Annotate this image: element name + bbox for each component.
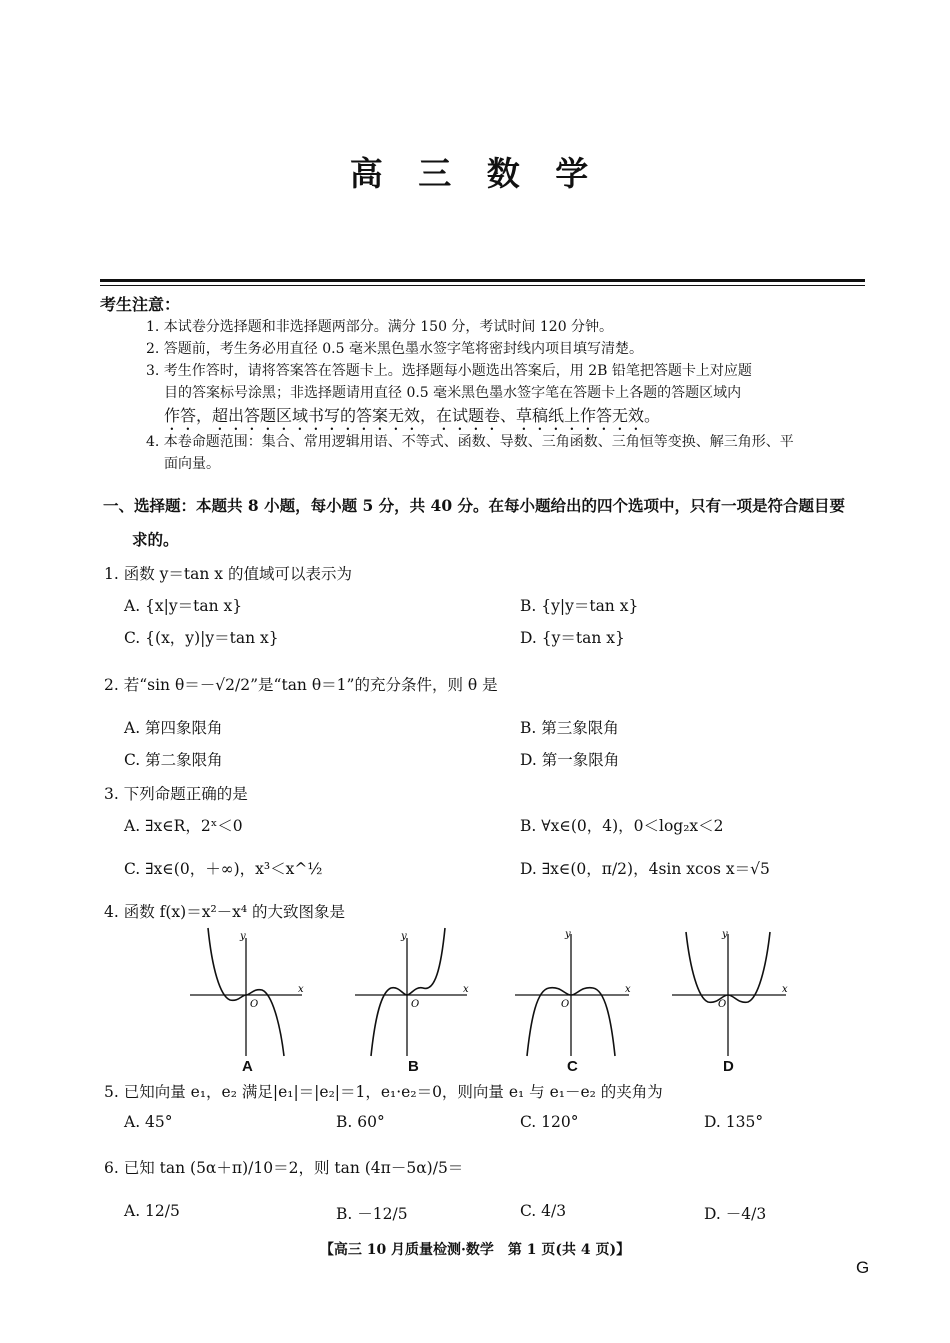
q4-graph-c bbox=[515, 928, 635, 1058]
notice-item-3-emphasis: 作答，超出答题区域书写的答案无效，在试题卷、草稿纸上作答无效。 bbox=[164, 406, 661, 425]
q6-stem: 6. 已知 tan (5α＋π)/10＝2，则 tan (4π－5α)/5＝ bbox=[104, 1159, 464, 1177]
q6-option-d: D. －4/3 bbox=[704, 1205, 767, 1223]
q2-option-d: D. 第一象限角 bbox=[520, 751, 620, 769]
q6-option-c: C. 4/3 bbox=[520, 1202, 567, 1220]
notice-item-1: 1. 本试卷分选择题和非选择题两部分。满分 150 分，考试时间 120 分钟。 bbox=[146, 319, 614, 335]
q4-graph-d-label: D bbox=[723, 1058, 734, 1075]
q3-option-a: A. ∃x∈R，2ˣ＜0 bbox=[124, 817, 243, 835]
q2-option-a: A. 第四象限角 bbox=[124, 719, 223, 737]
notice-item-3: 3. 考生作答时，请将答案答在答题卡上。选择题每小题选出答案后，用 2B 铅笔把答题卡上对应题 bbox=[146, 363, 752, 379]
q6-option-b: B. －12/5 bbox=[336, 1205, 408, 1223]
q5-option-d: D. 135° bbox=[704, 1113, 764, 1131]
q4-graph-b-label: B bbox=[408, 1058, 419, 1075]
q5-option-a: A. 45° bbox=[124, 1113, 173, 1131]
q1-option-c: C. {(x，y)|y＝tan x} bbox=[124, 629, 279, 647]
q4-graph-b bbox=[355, 928, 475, 1058]
q4-graph-b-origin: O bbox=[411, 999, 420, 1010]
q4-graph-b-curve bbox=[371, 928, 445, 1056]
q4-graph-d-origin: O bbox=[718, 999, 727, 1010]
q5-option-b: B. 60° bbox=[336, 1113, 385, 1131]
corner-mark: G bbox=[856, 1258, 870, 1277]
header-rule-thick bbox=[100, 279, 865, 282]
q4-graph-c-x-label: x bbox=[625, 984, 631, 995]
q4-graph-a-label: A bbox=[242, 1058, 253, 1075]
section-heading: 一、选择题：本题共 8 小题，每小题 5 分，共 40 分。在每小题给出的四个选项中，只有一项是符合题目要 bbox=[103, 496, 846, 515]
q1-stem: 1. 函数 y＝tan x 的值域可以表示为 bbox=[104, 565, 352, 583]
q1-option-d: D. {y＝tan x} bbox=[520, 629, 625, 647]
q4-graph-d-y-label: y bbox=[722, 929, 728, 940]
q4-graph-b-y-label: y bbox=[401, 931, 407, 942]
q2-option-b: B. 第三象限角 bbox=[520, 719, 619, 737]
q2-stem: 2. 若“sin θ＝－√2/2”是“tan θ＝1”的充分条件，则 θ 是 bbox=[104, 676, 498, 694]
q4-graph-c-label: C bbox=[567, 1058, 578, 1075]
q4-stem: 4. 函数 f(x)＝x²－x⁴ 的大致图象是 bbox=[104, 903, 346, 921]
header-rule-thin bbox=[100, 285, 865, 286]
notice-item-4: 4. 本卷命题范围：集合、常用逻辑用语、不等式、函数、导数、三角函数、三角恒等变换、解三角形、平 bbox=[146, 434, 794, 450]
q4-graph-a-origin: O bbox=[250, 999, 259, 1010]
q4-graph-d bbox=[672, 928, 792, 1058]
notice-item-4-cont: 面向量。 bbox=[164, 456, 220, 472]
q4-graph-a bbox=[190, 928, 310, 1058]
q4-graph-c-y-label: y bbox=[565, 929, 571, 940]
q4-graph-b-x-label: x bbox=[463, 984, 469, 995]
notice-heading: 考生注意： bbox=[100, 295, 181, 314]
q1-option-a: A. {x|y＝tan x} bbox=[124, 597, 243, 615]
q5-option-c: C. 120° bbox=[520, 1113, 579, 1131]
notice-item-2: 2. 答题前，考生务必用直径 0.5 毫米黑色墨水签字笔将密封线内项目填写清楚。 bbox=[146, 341, 643, 357]
q3-option-c: C. ∃x∈(0，＋∞)，x³＜x^½ bbox=[124, 860, 323, 878]
q3-stem: 3. 下列命题正确的是 bbox=[104, 785, 248, 803]
q3-option-d: D. ∃x∈(0，π/2)，4sin xcos x＝√5 bbox=[520, 860, 770, 878]
q5-stem: 5. 已知向量 e₁，e₂ 满足|e₁|＝|e₂|＝1，e₁·e₂＝0，则向量 e₁ 与 e₁－e₂ 的夹角为 bbox=[104, 1083, 663, 1101]
q4-graph-a-y-label: y bbox=[240, 931, 246, 942]
q2-option-c: C. 第二象限角 bbox=[124, 751, 223, 769]
section-heading-cont: 求的。 bbox=[132, 530, 179, 549]
page-footer: 【高三 10 月质量检测·数学 第 1 页(共 4 页)】 bbox=[319, 1242, 631, 1258]
q4-graph-d-x-label: x bbox=[782, 984, 788, 995]
notice-item-3-cont: 目的答案标号涂黑；非选择题请用直径 0.5 毫米黑色墨水签字笔在答题卡上各题的答题区域内 bbox=[164, 385, 742, 401]
page-title: 高 三 数 学 bbox=[349, 154, 601, 193]
q3-option-b: B. ∀x∈(0，4)，0＜log₂x＜2 bbox=[520, 817, 724, 835]
q4-graph-c-origin: O bbox=[561, 999, 570, 1010]
q6-option-a: A. 12/5 bbox=[124, 1202, 180, 1220]
q1-option-b: B. {y|y＝tan x} bbox=[520, 597, 639, 615]
q4-graph-a-x-label: x bbox=[298, 984, 304, 995]
